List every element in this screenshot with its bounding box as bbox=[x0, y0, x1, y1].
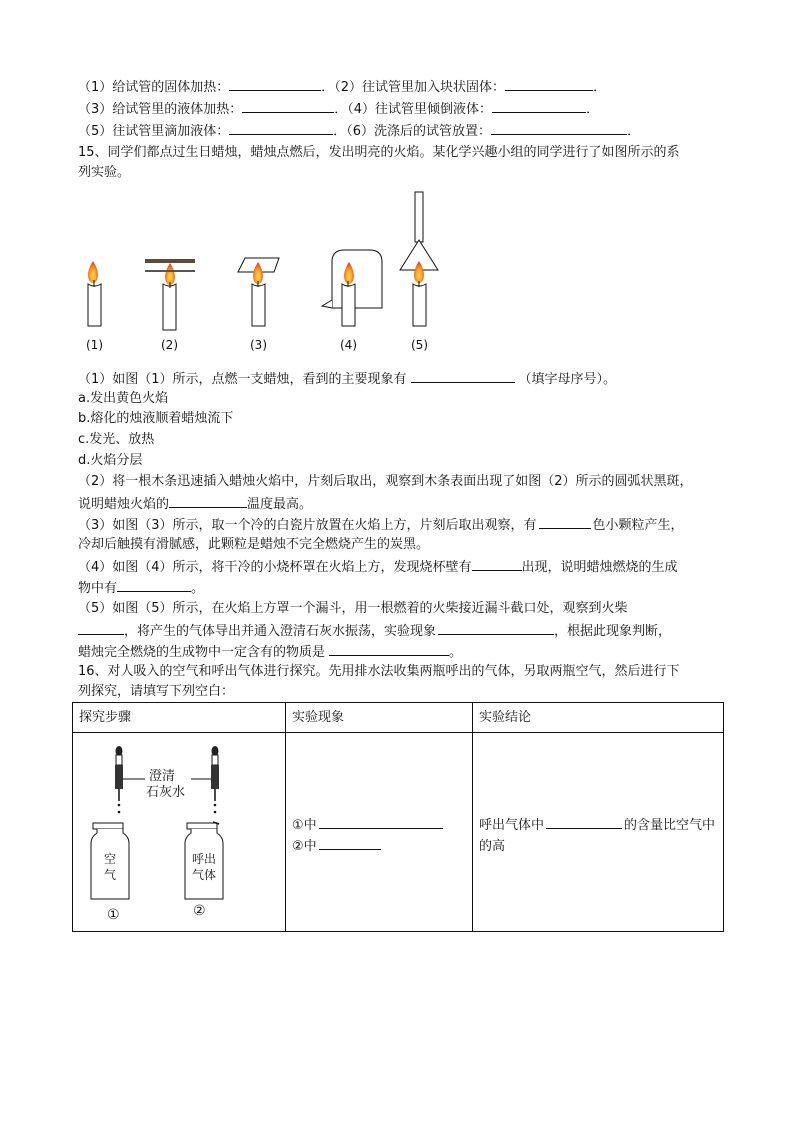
option-d: d.火焰分层 bbox=[78, 453, 143, 468]
answer-blank[interactable] bbox=[319, 815, 443, 829]
candle-1 bbox=[88, 261, 101, 326]
q15-part-5-line-1: （5）如图（5）所示，在火焰上方罩一个漏斗，用一根燃着的火柴接近漏斗截口处，观察到火柴 bbox=[78, 601, 628, 616]
bottle-number-2: ② bbox=[193, 903, 206, 919]
answer-blank[interactable] bbox=[117, 578, 191, 592]
answer-blank[interactable] bbox=[411, 369, 515, 383]
lime-water-test-diagram bbox=[73, 733, 279, 931]
q16-intro-1: 16、对人吸入的空气和呼出气体进行探究。先用排水法收集两瓶呼出的气体，另取两瓶空气，然后进行下 bbox=[78, 664, 680, 679]
q15-part-4-line-2: 物中有 。 bbox=[78, 578, 204, 598]
figure-caption-3: (3) bbox=[250, 338, 267, 352]
candle-5-with-funnel bbox=[400, 192, 438, 326]
steps-cell bbox=[73, 733, 286, 932]
q16-intro-2: 列探究，请填写下列空白： bbox=[78, 684, 235, 699]
bottle-exhaled-label-2: 气体 bbox=[192, 868, 217, 882]
q15-part-2-line-2: 说明蜡烛火焰的 温度最高。 bbox=[78, 494, 312, 514]
figure-caption-1: (1) bbox=[86, 338, 103, 352]
q15-part-1: （1）如图（1）所示，点燃一支蜡烛，看到的主要现象有 （填字母序号）。 bbox=[78, 369, 616, 389]
option-c: c.发光、放热 bbox=[78, 432, 155, 447]
q15-intro-2: 列实验。 bbox=[78, 165, 131, 180]
q15-intro-1: 15、同学们都点过生日蜡烛，蜡烛点燃后，发出明亮的火焰。某化学兴趣小组的同学进行了如图所示的系 bbox=[78, 145, 680, 160]
answer-blank[interactable] bbox=[78, 621, 124, 635]
experiment-table bbox=[72, 702, 724, 932]
header-conclusion: 实验结论 bbox=[473, 703, 724, 733]
option-b: b.熔化的烛液顺着蜡烛流下 bbox=[78, 411, 234, 426]
figure-caption-4: (4) bbox=[340, 338, 357, 352]
q15-part-2-line-1: （2）将一根木条迅速插入蜡烛火焰中，片刻后取出，观察到木条表面出现了如图（2）所示的圆弧状黑斑， bbox=[78, 474, 693, 489]
q15-part-5-line-3: 蜡烛完全燃烧的生成物中一定含有的物质是 。 bbox=[78, 642, 462, 662]
header-steps: 探究步骤 bbox=[73, 703, 286, 733]
figure-caption-5: (5) bbox=[411, 338, 428, 352]
dropper-right bbox=[211, 746, 219, 813]
answer-blank[interactable] bbox=[329, 642, 449, 656]
answer-blank[interactable] bbox=[546, 815, 622, 829]
bottle-air-label-1: 空 bbox=[104, 852, 117, 866]
answer-blank[interactable] bbox=[438, 621, 554, 635]
bottle-number-1: ① bbox=[107, 907, 120, 923]
option-a: a.发出黄色火焰 bbox=[78, 391, 169, 406]
candle-2-with-stick bbox=[145, 259, 195, 330]
answer-blank[interactable] bbox=[539, 515, 591, 529]
conclusion-cell: 呼出气体中 的含量比空气中 的高 bbox=[473, 733, 724, 932]
q14-line-3: （5）往试管里滴加液体： ．（6）洗涤后的试管放置： ． bbox=[78, 121, 640, 141]
q15-part-4-line-1: （4）如图（4）所示，将干冷的小烧杯罩在火焰上方，发现烧杯壁有 出现，说明蜡烛燃烧的生成 bbox=[78, 557, 678, 577]
answer-blank[interactable] bbox=[319, 836, 381, 850]
candle-3-with-plate bbox=[238, 258, 279, 326]
q15-part-5-line-2: ，将产生的气体导出并通入澄清石灰水振荡，实验现象 ，根据此现象判断， bbox=[78, 621, 671, 641]
bottle-air-label-2: 气 bbox=[104, 868, 117, 882]
q15-part-3-line-2: 冷却后触摸有滑腻感，此颗粒是蜡烛不完全燃烧产生的炭黑。 bbox=[78, 537, 430, 552]
q14-line-1: （1）给试管的固体加热： ．（2）往试管里加入块状固体： ． bbox=[78, 77, 606, 97]
header-phenomenon: 实验现象 bbox=[286, 703, 473, 733]
figure-caption-2: (2) bbox=[161, 338, 178, 352]
reagent-label-1: 澄清 bbox=[149, 769, 176, 784]
reagent-label-2: 石灰水 bbox=[146, 785, 186, 800]
answer-blank[interactable] bbox=[472, 557, 522, 571]
candle-experiments-figure bbox=[0, 0, 794, 360]
q15-part-3-line-1: （3）如图（3）所示，取一个冷的白瓷片放置在火焰上方，片刻后取出观察，有 色小颗粒产生， bbox=[78, 515, 684, 535]
answer-blank[interactable] bbox=[169, 494, 247, 508]
dropper-left bbox=[115, 746, 123, 813]
phenomenon-cell: ①中 ②中 bbox=[286, 733, 473, 932]
q14-line-2: （3）给试管里的液体加热： ．（4）往试管里倾倒液体： ． bbox=[78, 99, 599, 119]
bottle-exhaled-label-1: 呼出 bbox=[192, 852, 217, 866]
candle-4-with-beaker bbox=[322, 250, 382, 326]
